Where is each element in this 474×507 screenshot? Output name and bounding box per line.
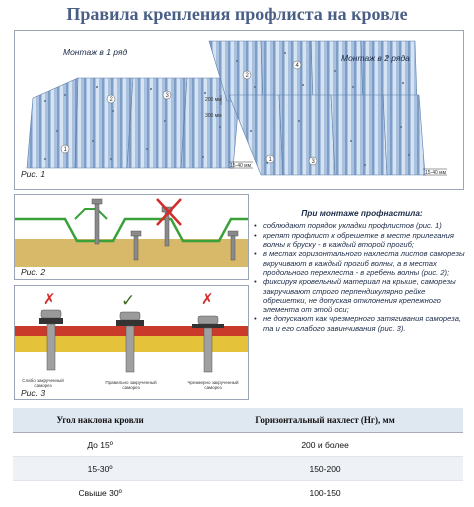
header-horizontal-overlap: Горизонтальный нахлест (Нг), мм xyxy=(187,408,463,433)
single-row-sheets xyxy=(27,78,253,169)
dim-right: 15-40 мм xyxy=(425,170,447,176)
label-overtight: Чрезмерно закрученный саморез xyxy=(187,380,239,390)
mark-loose: ✗ xyxy=(43,290,56,308)
list-item: • фиксируя кровельный материал на крыше, саморезы закручивают строго перпендикулярно рейке обрешетки, не допуская отклонения крепежного элемента от этой оси; xyxy=(254,277,470,314)
svg-text:1: 1 xyxy=(268,157,272,163)
table-cell: Свыше 30º xyxy=(13,481,187,505)
notes-list xyxy=(254,221,470,333)
double-row-sheets xyxy=(205,41,447,176)
table-cell: 100-150 xyxy=(187,481,463,505)
mark-correct: ✓ xyxy=(121,291,136,311)
dim-overlap-2: 300 мм xyxy=(205,113,222,119)
label-correct: Правильно закрученный саморез xyxy=(105,380,157,390)
mark-overtight: ✗ xyxy=(201,290,214,308)
table-row xyxy=(13,433,463,457)
table-cell: 200 и более xyxy=(187,433,463,457)
figure2-drawing xyxy=(15,195,248,279)
batten xyxy=(15,239,248,267)
label-loose: Слабо закрученный саморез xyxy=(22,378,64,388)
svg-text:3: 3 xyxy=(311,159,315,165)
figure2-panel xyxy=(14,194,249,280)
table-header-row xyxy=(13,408,463,433)
table-row xyxy=(13,457,463,481)
figure3-label: Рис. 3 xyxy=(21,388,46,398)
list-item: • не допускают как чрезмерного затягивания самореза, та и его слабого завинчивания (рис. 3). xyxy=(254,314,470,333)
table-cell: 150-200 xyxy=(187,457,463,481)
installation-notes xyxy=(254,208,470,333)
table-cell: 15-30º xyxy=(13,457,187,481)
caption-single-row: Монтаж в 1 ряд xyxy=(63,47,128,57)
table-cell: До 15º xyxy=(13,433,187,457)
caption-double-row: Монтаж в 2 ряда xyxy=(341,53,410,63)
figure2-label: Рис. 2 xyxy=(21,267,46,277)
list-item: • соблюдают порядок укладки профлистов (рис. 1) xyxy=(254,221,470,230)
svg-text:1: 1 xyxy=(63,147,67,153)
header-roof-angle: Угол наклона кровли xyxy=(13,408,187,433)
svg-text:4: 4 xyxy=(295,63,299,69)
dim-left: 15-40 мм xyxy=(230,163,252,169)
figure1-panel xyxy=(14,30,464,190)
list-item: • крепят профлист к обрешетке в месте прилегания волны к бруску - в каждый второй прогиб; xyxy=(254,231,470,250)
figure3-panel xyxy=(14,285,249,400)
svg-text:2: 2 xyxy=(109,97,113,103)
dim-overlap: 200 мм xyxy=(205,97,222,103)
overlap-table xyxy=(13,408,463,504)
notes-heading: При монтаже профнастила: xyxy=(301,208,423,218)
table-row xyxy=(13,481,463,505)
svg-text:3: 3 xyxy=(165,93,169,99)
figure1-label: Рис. 1 xyxy=(21,169,46,179)
svg-text:2: 2 xyxy=(245,73,249,79)
page-title: Правила крепления профлиста на кровле xyxy=(66,4,408,24)
list-item: • в местах горизонтального нахлеста листов саморезы вкручивают в каждый прогиб волны, а в местах продольного перехлеста - в гребень волны (рис. 2); xyxy=(254,249,470,277)
corrugated-profile xyxy=(15,219,248,241)
